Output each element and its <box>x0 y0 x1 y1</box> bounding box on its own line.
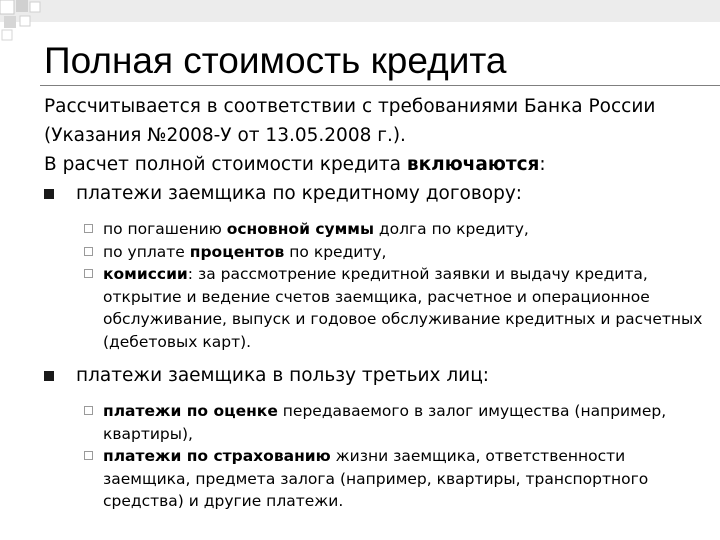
title-divider <box>40 85 720 86</box>
square-bullet-icon <box>44 189 54 199</box>
list-item <box>44 218 704 241</box>
item-bold: основной суммы <box>226 220 374 238</box>
intro-line-3-text: В расчет полной стоимости кредита <box>44 154 407 175</box>
item-text: по уплате <box>103 242 190 261</box>
hollow-square-bullet-icon <box>84 269 93 278</box>
list-item <box>44 263 704 353</box>
item-bold: процентов <box>189 242 285 261</box>
section-2-heading-text: платежи заемщика в пользу третьих лиц: <box>76 365 490 386</box>
intro-line-2: (Указания №2008-У от 13.05.2008 г.). <box>44 125 406 146</box>
intro-line-3 <box>44 150 704 179</box>
slide-title: Полная стоимость кредита <box>44 40 507 81</box>
item-text: по погашению <box>103 220 227 238</box>
item-text: жизни заемщика, ответственности заемщика, предмета залога (например, квартиры, транспортного средства) и другие платежи. <box>103 447 649 510</box>
list-item <box>44 400 704 445</box>
item-text: передаваемого в залог имущества (например, квартиры), <box>103 402 667 443</box>
item-bold: комиссии <box>103 265 188 283</box>
slide-body <box>44 92 704 521</box>
hollow-square-bullet-icon <box>84 224 93 233</box>
section-2-list <box>44 400 704 513</box>
intro-line-3-bold: включаются <box>406 154 540 175</box>
item-text: : за рассмотрение кредитной заявки и выдачу кредита, открытие и ведение счетов заемщика, расчетное и операционное обслуживание, выпуск и годовое обслуживание кредитных и расчетных (дебетовых карт). <box>103 265 703 351</box>
square-bullet-icon <box>44 371 54 381</box>
list-item <box>44 241 704 264</box>
item-bold: платежи по оценке <box>103 402 278 420</box>
section-1-heading <box>44 179 704 208</box>
hollow-square-bullet-icon <box>84 451 93 460</box>
hollow-square-bullet-icon <box>84 406 93 415</box>
intro-line-3-end: : <box>539 154 546 175</box>
list-item <box>44 445 704 513</box>
section-1-heading-text: платежи заемщика по кредитному договору: <box>76 183 523 204</box>
hollow-square-bullet-icon <box>84 247 93 256</box>
intro-line-1: Рассчитывается в соответствии с требованиями Банка России <box>44 96 656 117</box>
section-1-list <box>44 218 704 353</box>
section-2-heading <box>44 361 704 390</box>
item-text: долга по кредиту, <box>373 220 529 238</box>
item-text: по кредиту, <box>284 242 387 261</box>
item-bold: платежи по страхованию <box>103 447 331 465</box>
